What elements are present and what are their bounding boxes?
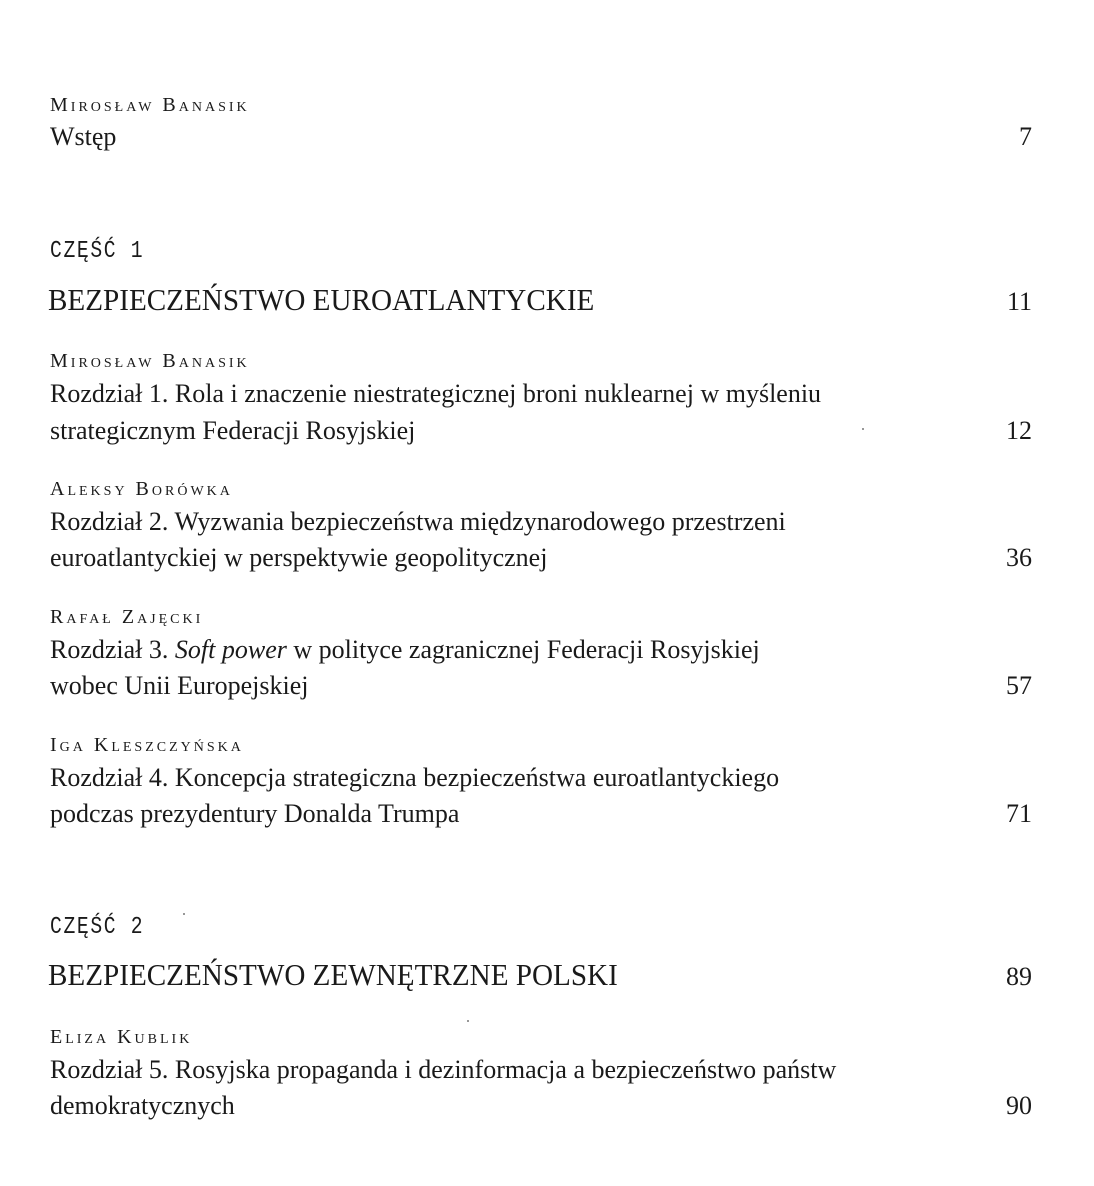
chapter-4-page-number: 71 <box>1006 799 1032 828</box>
chapter-3-title-italic: Soft power <box>174 635 287 664</box>
intro-title[interactable]: Wstęp <box>50 122 117 151</box>
chapter-2-page-number: 36 <box>1006 543 1032 572</box>
chapter-5-author: Eliza Kublik <box>50 1026 193 1048</box>
chapter-1-title-line-1[interactable]: Rozdział 1. Rola i znaczenie niestrategicznej broni nuklearnej w myśleniu <box>50 379 822 408</box>
chapter-5-page-number: 90 <box>1006 1091 1032 1120</box>
chapter-2-title-line-1[interactable]: Rozdział 2. Wyzwania bezpieczeństwa międzynarodowego przestrzeni <box>50 507 786 536</box>
chapter-3-title-line-1[interactable] <box>50 631 950 668</box>
part-2-title[interactable]: BEZPIECZEŃSTWO ZEWNĘTRZNE POLSKI <box>48 957 618 992</box>
chapter-3-title-prefix: Rozdział 3. <box>50 635 175 664</box>
chapter-4-title-line-2[interactable]: podczas prezydentury Donalda Trumpa <box>50 799 460 828</box>
chapter-2-title-line-2[interactable]: euroatlantyckiej w perspektywie geopolitycznej <box>50 543 548 572</box>
part-1-page-number: 11 <box>1006 287 1032 316</box>
part-1-title[interactable]: BEZPIECZEŃSTWO EUROATLANTYCKIE <box>48 282 595 317</box>
chapter-2-author: Aleksy Borówka <box>50 478 233 500</box>
scan-speck <box>862 428 864 430</box>
intro-page-number: 7 <box>1019 122 1032 151</box>
chapter-1-title-line-2[interactable]: strategicznym Federacji Rosyjskiej <box>50 416 416 445</box>
scan-speck <box>467 1020 469 1022</box>
chapter-4-title-line-1[interactable]: Rozdział 4. Koncepcja strategiczna bezpieczeństwa euroatlantyckiego <box>50 763 780 792</box>
chapter-3-title-line-2[interactable]: wobec Unii Europejskiej <box>50 671 309 700</box>
chapter-5-title-line-1[interactable]: Rozdział 5. Rosyjska propaganda i dezinformacja a bezpieczeństwo państw <box>50 1055 837 1084</box>
scan-speck <box>183 913 185 915</box>
chapter-3-title-suffix: w polityce zagranicznej Federacji Rosyjskiej <box>286 635 760 664</box>
intro-author: Mirosław Banasik <box>50 94 250 116</box>
part-2-page-number: 89 <box>1006 962 1032 991</box>
chapter-1-author: Mirosław Banasik <box>50 350 250 372</box>
chapter-3-author: Rafał Zajęcki <box>50 606 204 628</box>
chapter-4-author: Iga Kleszczyńska <box>50 734 244 756</box>
chapter-5-title-line-2[interactable]: demokratycznych <box>50 1091 235 1120</box>
part-1-label: CZĘŚĆ 1 <box>50 238 145 265</box>
part-2-label: CZĘŚĆ 2 <box>50 914 145 941</box>
chapter-3-page-number: 57 <box>1006 671 1032 700</box>
chapter-1-page-number: 12 <box>1006 416 1032 445</box>
